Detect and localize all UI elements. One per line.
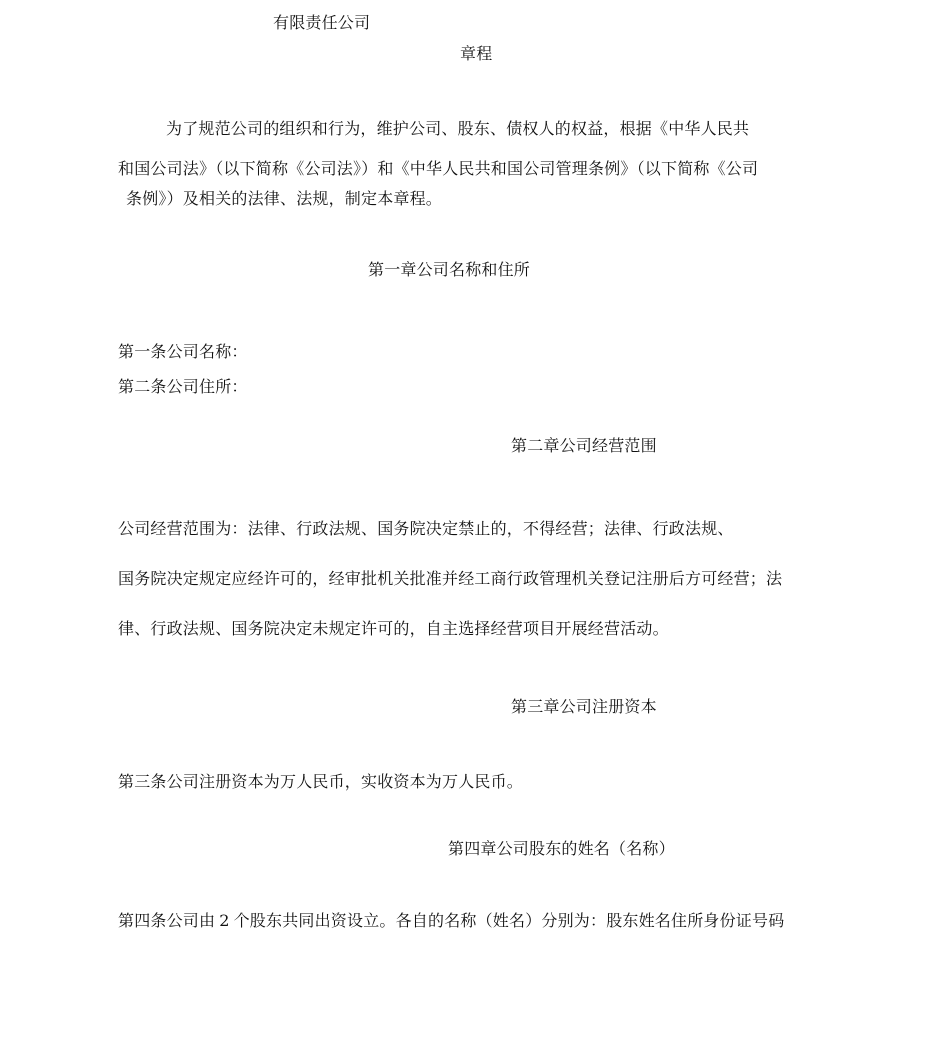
- preamble-line-1: 为了规范公司的组织和行为，维护公司、股东、债权人的权益，根据《中华人民共: [166, 119, 750, 138]
- chapter-2-heading: 第二章公司经营范围: [511, 436, 657, 455]
- header-company: 有限责任公司: [273, 13, 371, 32]
- article-4-suffix: 个股东共同出资设立。各自的名称（姓名）分别为：股东姓名住所身份证号码: [233, 911, 785, 930]
- preamble-line-3: 条例》）及相关的法律、法规，制定本章程。: [126, 189, 443, 208]
- preamble-line-2: 和国公司法》（以下简称《公司法》）和《中华人民共和国公司管理条例》（以下简称《公司: [118, 159, 759, 178]
- article-2-company-address: 第二条公司住所：: [118, 377, 248, 396]
- scope-line-3: 律、行政法规、国务院决定未规定许可的，自主选择经营项目开展经营活动。: [118, 619, 669, 638]
- article-4-shareholders: [118, 911, 784, 931]
- scope-line-2: 国务院决定规定应经许可的，经审批机关批准并经工商行政管理机关登记注册后方可经营；法: [118, 569, 783, 588]
- chapter-3-heading: 第三章公司注册资本: [511, 697, 657, 716]
- chapter-1-heading: 第一章公司名称和住所: [368, 260, 531, 279]
- shareholder-count: 2: [219, 911, 230, 930]
- article-1-company-name: 第一条公司名称：: [118, 342, 248, 361]
- chapter-4-heading: 第四章公司股东的姓名（名称）: [448, 839, 675, 858]
- article-4-prefix: 第四条公司由: [118, 911, 216, 930]
- scope-line-1: 公司经营范围为：法律、行政法规、国务院决定禁止的，不得经营；法律、行政法规、: [118, 519, 734, 538]
- document-title: 章程: [460, 44, 493, 63]
- article-3-registered-capital: 第三条公司注册资本为万人民币，实收资本为万人民币。: [118, 772, 524, 791]
